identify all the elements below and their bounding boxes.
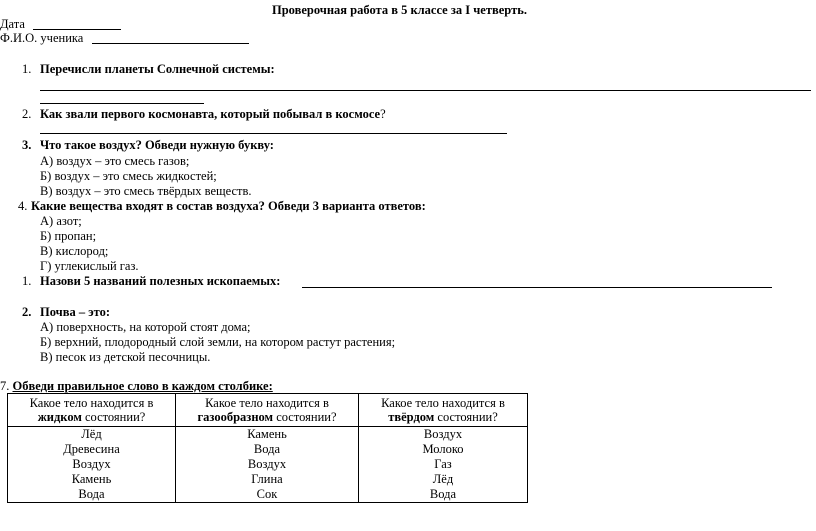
question-5-text: Назови 5 названий полезных ископаемых: xyxy=(40,274,281,288)
question-2-text-wrap xyxy=(40,107,386,121)
table-header-row xyxy=(8,394,528,427)
column-header-solid xyxy=(359,394,528,427)
question-4-text: Какие вещества входят в состав воздуха? Обведи 3 варианта ответов: xyxy=(31,199,426,213)
word-option[interactable]: Воздух xyxy=(72,457,111,471)
question-6-option[interactable]: А) поверхность, на которой стоят дома; xyxy=(40,320,251,334)
header-text: Какое тело находится в xyxy=(205,396,329,410)
question-4-option[interactable]: В) кислород; xyxy=(40,244,109,258)
question-3-option[interactable]: Б) воздух – это смесь жидкостей; xyxy=(40,169,217,183)
header-text: Какое тело находится в xyxy=(381,396,505,410)
page-title: Проверочная работа в 5 классе за I четверть. xyxy=(272,3,527,17)
header-text: состоянии? xyxy=(437,410,498,424)
word-option[interactable]: Вода xyxy=(253,442,281,456)
student-name-answer-line[interactable] xyxy=(92,43,249,44)
date-label: Дата xyxy=(0,17,25,31)
question-4-number: 4. xyxy=(18,199,28,213)
question-2-tail: ? xyxy=(380,107,386,121)
column-liquid-words xyxy=(8,427,176,503)
question-5-answer-line[interactable] xyxy=(302,287,772,288)
question-6-number: 2. xyxy=(22,305,32,319)
question-6-text: Почва – это: xyxy=(40,305,110,319)
header-text: состоянии? xyxy=(276,410,337,424)
question-3-option[interactable]: В) воздух – это смесь твёрдых веществ. xyxy=(40,184,252,198)
question-4-option[interactable]: Г) углекислый газ. xyxy=(40,259,139,273)
column-header-gas xyxy=(176,394,359,427)
header-bold-word: твёрдом xyxy=(388,410,435,424)
word-option[interactable]: Древесина xyxy=(63,442,120,456)
question-6-option[interactable]: В) песок из детской песочницы. xyxy=(40,350,211,364)
question-4-option[interactable]: А) азот; xyxy=(40,214,82,228)
question-3-option[interactable]: А) воздух – это смесь газов; xyxy=(40,154,190,168)
question-1-number: 1. xyxy=(22,62,32,76)
question-3-number: 3. xyxy=(22,138,32,152)
word-option[interactable]: Камень xyxy=(71,472,112,486)
question-2-answer-line[interactable] xyxy=(40,133,507,134)
question-3-text: Что такое воздух? Обведи нужную букву: xyxy=(40,138,274,152)
table-body-row xyxy=(8,427,528,503)
header-text: Какое тело находится в xyxy=(29,396,154,410)
question-4-option[interactable]: Б) пропан; xyxy=(40,229,97,243)
question-5-number: 1. xyxy=(22,274,32,288)
student-name-label: Ф.И.О. ученика xyxy=(0,31,84,45)
word-option[interactable]: Воздух xyxy=(423,427,463,441)
word-option[interactable]: Камень xyxy=(247,427,287,441)
word-option[interactable]: Молоко xyxy=(422,442,464,456)
word-option[interactable]: Лёд xyxy=(81,427,102,441)
date-answer-line[interactable] xyxy=(33,29,121,30)
question-2-text: Как звали первого космонавта, который побывал в космосе xyxy=(40,107,381,121)
column-header-liquid xyxy=(8,394,176,427)
word-option[interactable]: Воздух xyxy=(247,457,287,471)
word-option[interactable]: Глина xyxy=(251,472,283,486)
question-7-number: 7. xyxy=(0,379,10,393)
states-of-matter-table xyxy=(7,393,528,503)
question-1-text: Перечисли планеты Солнечной системы: xyxy=(40,62,275,76)
column-solid-words xyxy=(359,427,528,503)
word-option[interactable]: Вода xyxy=(78,487,105,501)
word-option[interactable]: Лёд xyxy=(432,472,454,486)
question-7-text: Обведи правильное слово в каждом столбике: xyxy=(12,379,273,393)
question-7-heading xyxy=(0,379,273,393)
header-text: состоянии? xyxy=(84,410,146,424)
question-2-number: 2. xyxy=(22,107,32,121)
header-bold-word: газообразном xyxy=(197,410,274,424)
word-option[interactable]: Вода xyxy=(429,487,457,501)
question-6-option[interactable]: Б) верхний, плодородный слой земли, на котором растут растения; xyxy=(40,335,396,349)
question-1-answer-line-2[interactable] xyxy=(40,103,204,104)
header-bold-word: жидком xyxy=(37,410,82,424)
word-option[interactable]: Газ xyxy=(434,457,452,471)
question-1-answer-line[interactable] xyxy=(40,90,811,91)
word-option[interactable]: Сок xyxy=(256,487,278,501)
column-gas-words xyxy=(176,427,359,503)
